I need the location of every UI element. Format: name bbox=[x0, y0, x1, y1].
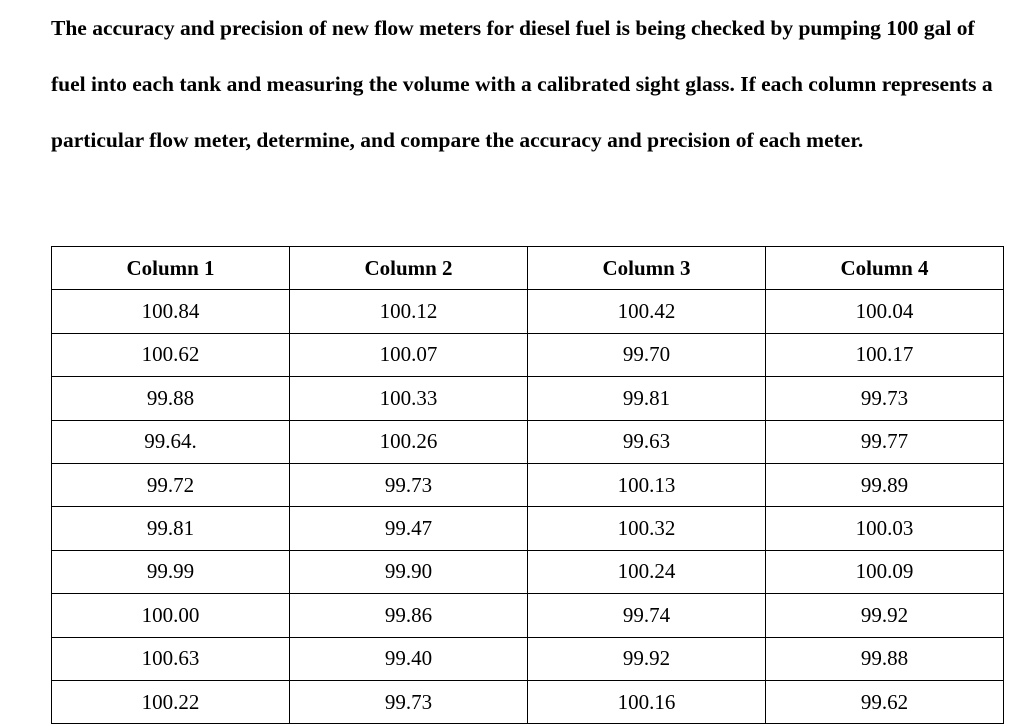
table-cell: 99.88 bbox=[52, 377, 290, 420]
table-cell: 100.24 bbox=[528, 550, 766, 593]
table-row bbox=[52, 377, 1004, 420]
table-row bbox=[52, 594, 1004, 637]
table-cell: 99.73 bbox=[290, 680, 528, 723]
table-cell: 100.03 bbox=[766, 507, 1004, 550]
table-cell: 99.73 bbox=[290, 463, 528, 506]
table-cell: 100.16 bbox=[528, 680, 766, 723]
table-cell: 99.99 bbox=[52, 550, 290, 593]
table-cell: 100.04 bbox=[766, 290, 1004, 333]
table-cell: 99.73 bbox=[766, 377, 1004, 420]
table-cell: 100.00 bbox=[52, 594, 290, 637]
table-cell: 100.42 bbox=[528, 290, 766, 333]
table-cell: 100.33 bbox=[290, 377, 528, 420]
column-header: Column 3 bbox=[528, 247, 766, 290]
column-header: Column 2 bbox=[290, 247, 528, 290]
table-row bbox=[52, 463, 1004, 506]
column-header: Column 1 bbox=[52, 247, 290, 290]
table-cell: 99.40 bbox=[290, 637, 528, 680]
table-cell: 99.47 bbox=[290, 507, 528, 550]
table-row bbox=[52, 637, 1004, 680]
table-cell: 99.92 bbox=[766, 594, 1004, 637]
table-cell: 99.70 bbox=[528, 333, 766, 376]
table-cell: 99.72 bbox=[52, 463, 290, 506]
table-cell: 100.12 bbox=[290, 290, 528, 333]
table-cell: 100.17 bbox=[766, 333, 1004, 376]
table-row bbox=[52, 333, 1004, 376]
table-cell: 100.84 bbox=[52, 290, 290, 333]
table-cell: 100.09 bbox=[766, 550, 1004, 593]
table-row bbox=[52, 420, 1004, 463]
table-cell: 100.26 bbox=[290, 420, 528, 463]
problem-statement: The accuracy and precision of new flow meters for diesel fuel is being checked by pumping 100 gal of fuel into each tank and measuring the volume with a calibrated sight glass. If each column represents a particular flow meter, determine, and compare the accuracy and precision of each meter. bbox=[51, 16, 993, 152]
table-cell: 99.89 bbox=[766, 463, 1004, 506]
table-row bbox=[52, 507, 1004, 550]
table-row bbox=[52, 680, 1004, 723]
table-cell: 99.63 bbox=[528, 420, 766, 463]
table-cell: 99.74 bbox=[528, 594, 766, 637]
table-row bbox=[52, 550, 1004, 593]
table-cell: 99.81 bbox=[528, 377, 766, 420]
table-cell: 99.86 bbox=[290, 594, 528, 637]
table-cell: 99.88 bbox=[766, 637, 1004, 680]
table-header-row bbox=[52, 247, 1004, 290]
table-cell: 100.22 bbox=[52, 680, 290, 723]
table-cell: 99.77 bbox=[766, 420, 1004, 463]
table-cell: 99.90 bbox=[290, 550, 528, 593]
column-header: Column 4 bbox=[766, 247, 1004, 290]
table-cell: 99.81 bbox=[52, 507, 290, 550]
table-cell: 100.13 bbox=[528, 463, 766, 506]
flow-meter-table bbox=[51, 246, 1004, 724]
table-cell: 100.32 bbox=[528, 507, 766, 550]
table-row bbox=[52, 290, 1004, 333]
table-cell: 100.07 bbox=[290, 333, 528, 376]
table-cell: 100.62 bbox=[52, 333, 290, 376]
table-cell: 99.62 bbox=[766, 680, 1004, 723]
table-cell: 99.92 bbox=[528, 637, 766, 680]
table-cell: 100.63 bbox=[52, 637, 290, 680]
table-cell: 99.64. bbox=[52, 420, 290, 463]
